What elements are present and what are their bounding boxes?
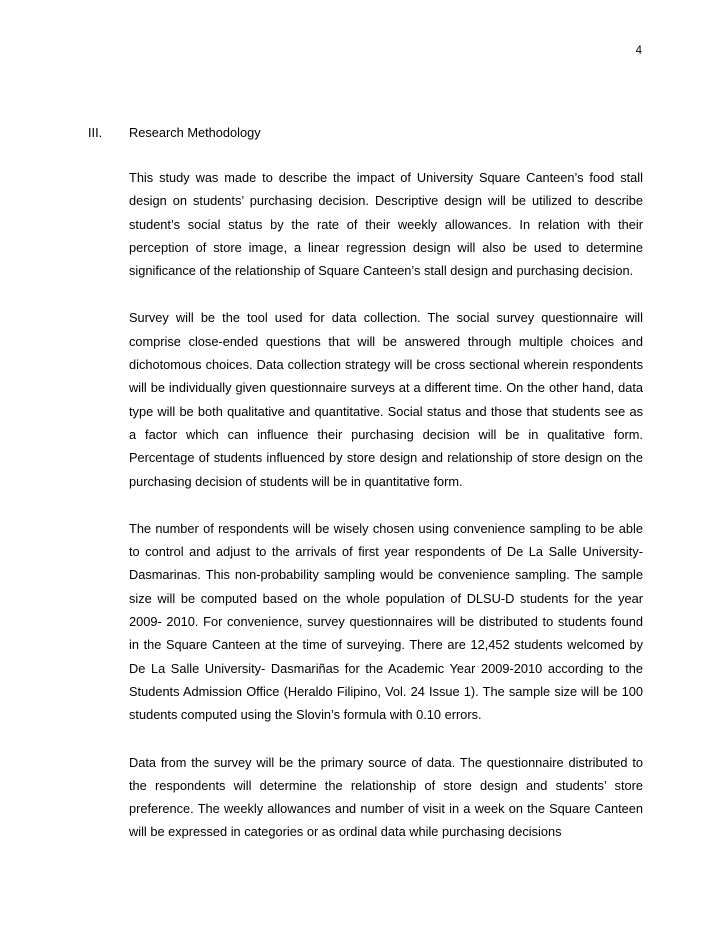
paragraph-data-source: Data from the survey will be the primary source of data. The questionnaire distributed to the respondents will determine the relationship of store design and students’ store preference. The weekly allowances and number of visit in a week on the Square Canteen will be expressed in categories or as ordinal data while purchasing decisions [129,754,643,840]
section-heading [88,125,261,141]
paragraph-study-description: This study was made to describe the impact of University Square Canteen’s food stall design on students’ purchasing decision. Descriptive design will be utilized to describe student’s social status by the rate of their weekly allowances. In relation with their perception of store image, a linear regression design will also be used to determine significance of the relationship of Square Canteen’s stall design and purchasing decision. [129,170,643,279]
section-number: III. [88,125,103,140]
paragraph-sampling: The number of respondents will be wisely chosen using convenience sampling to be able to control and adjust to the arrivals of first year respondents of De La Salle University- Dasmarinas. This non-probability sampling would be convenience sampling. The sample size will be computed based on the whole population of DLSU-D students for the year 2009- 2010. For convenience, survey questionnaires will be distributed to students found in the Square Canteen at the time of surveying. There are 12,452 students welcomed by De La Salle University- Dasmariñas for the Academic Year 2009-2010 according to the Students Admission Office (Heraldo Filipino, Vol. 24 Issue 1). The sample size will be 100 students computed using the Slovin’s formula with 0.10 errors. [129,520,643,723]
body-text [129,166,643,868]
page-number: 4 [635,45,642,57]
paragraph-data-collection: Survey will be the tool used for data collection. The social survey questionnaire will comprise close-ended questions that will be answered through multiple choices and dichotomous choices. Data collection strategy will be cross sectional wherein respondents will be individually given questionnaire surveys at a different time. On the other hand, data type will be both qualitative and quantitative. Social status and those that students see as a factor which can influence their purchasing decision will be in qualitative form. Percentage of students influenced by store design and relationship of store design on the purchasing decision of students will be in quantitative form. [129,310,643,489]
section-title: Research Methodology [129,125,261,140]
